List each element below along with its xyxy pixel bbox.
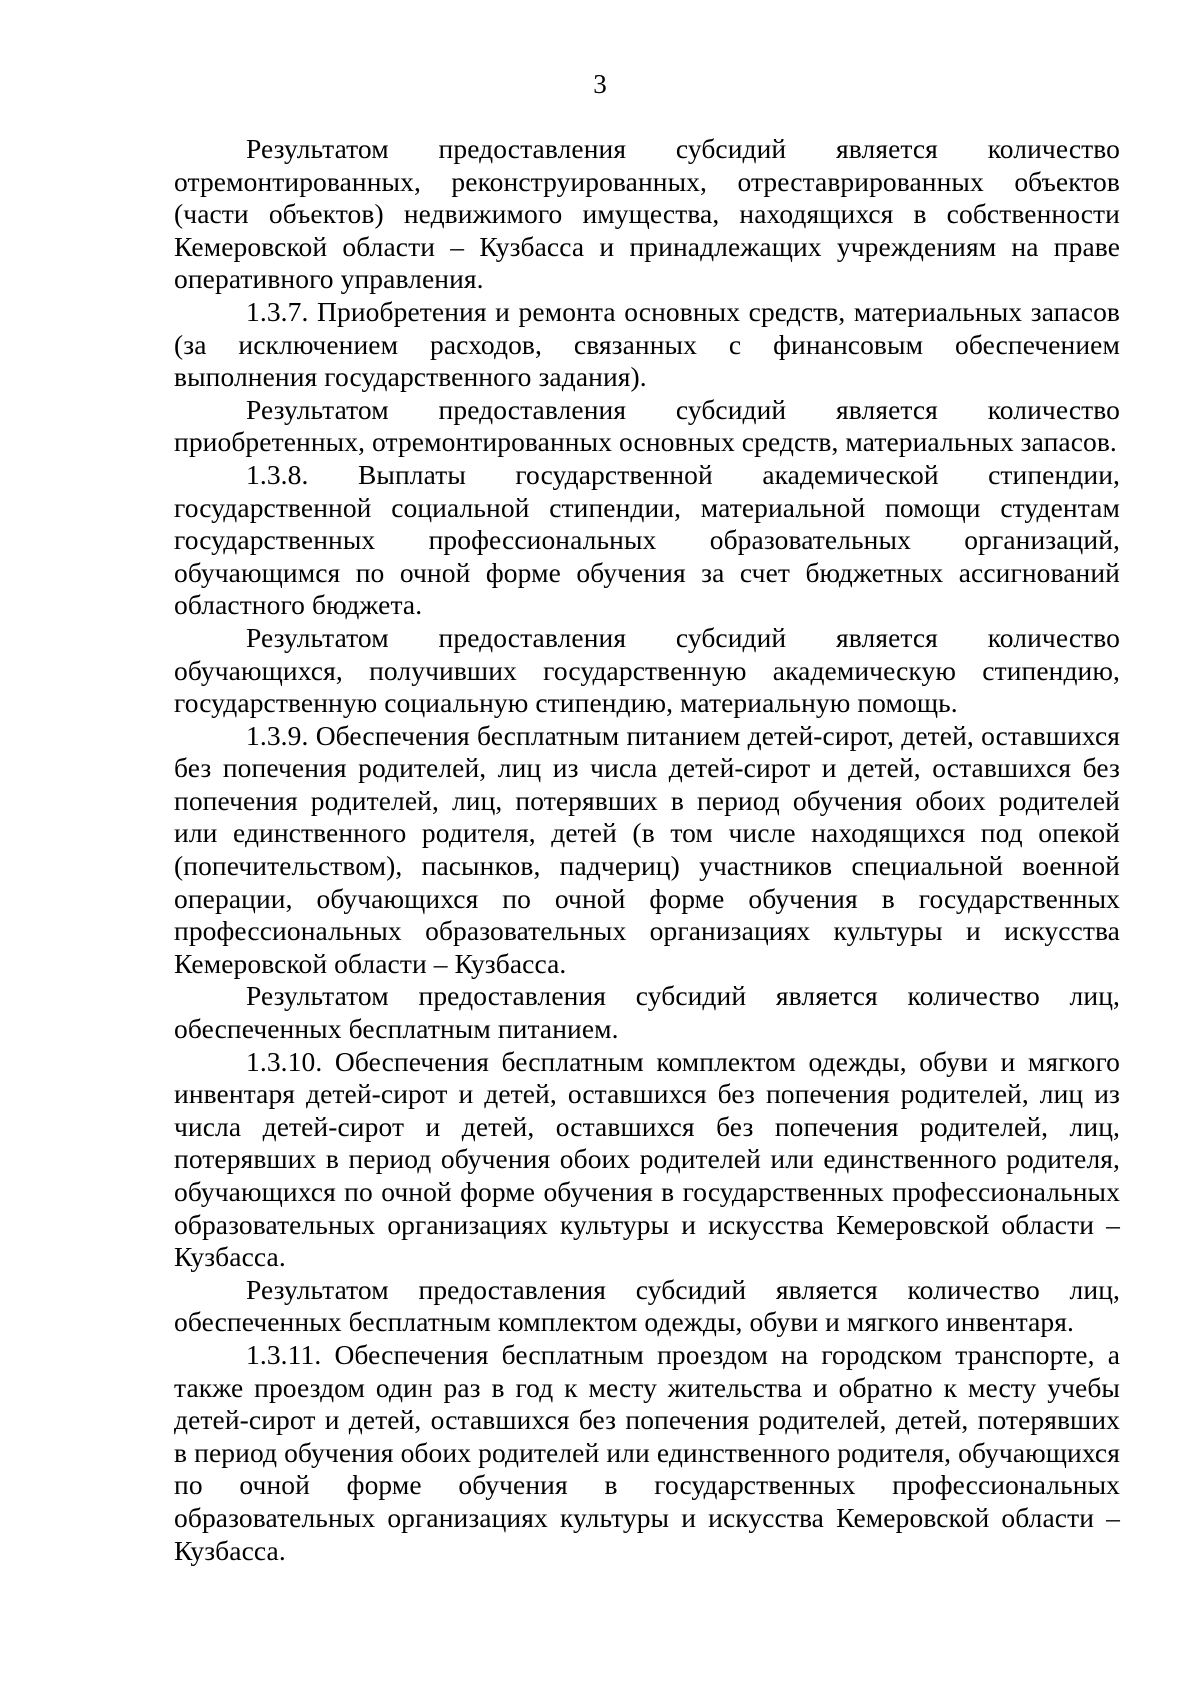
paragraph-result-scholarship: Результатом предоставления субсидий является количество обучающихся, получивших государственную академическую стипендию, государственную социальную стипендию, материальную помощь. <box>174 621 1120 719</box>
paragraph-1-3-9: 1.3.9. Обеспечения бесплатным питанием детей-сирот, детей, оставшихся без попечения родителей, лиц из числа детей-сирот и детей, оставшихся без попечения родителей, лиц, потерявших в период обучения обоих родителей или единственного родителя, детей (в том числе находящихся под опекой (попечительством), пасынков, падчериц) участников специальной военной операции, обучающихся по очной форме обучения в государственных профессиональных образовательных организациях культуры и искусства Кемеровской области – Кузбасса. <box>174 719 1120 979</box>
paragraph-result-meals: Результатом предоставления субсидий является количество лиц, обеспеченных бесплатным питанием. <box>174 980 1120 1045</box>
paragraph-1-3-10: 1.3.10. Обеспечения бесплатным комплектом одежды, обуви и мягкого инвентаря детей-сирот и детей, оставшихся без попечения родителей, лиц из числа детей-сирот и детей, оставшихся без попечения родителей, лиц, потерявших в период обучения обоих родителей или единственного родителя, обучающихся по очной форме обучения в государственных профессиональных образовательных организациях культуры и искусства Кемеровской области – Кузбасса. <box>174 1045 1120 1273</box>
paragraph-1-3-8: 1.3.8. Выплаты государственной академической стипендии, государственной социальной стипендии, материальной помощи студентам государственных профессиональных образовательных организаций, обучающимся по очной форме обучения за счет бюджетных ассигнований областного бюджета. <box>174 458 1120 621</box>
paragraph-result-fixed-assets: Результатом предоставления субсидий является количество приобретенных, отремонтированных основных средств, материальных запасов. <box>174 393 1120 458</box>
document-body <box>174 133 1120 1567</box>
paragraph-1-3-7: 1.3.7. Приобретения и ремонта основных средств, материальных запасов (за исключением расходов, связанных с финансовым обеспечением выполнения государственного задания). <box>174 295 1120 393</box>
paragraph-result-repair: Результатом предоставления субсидий является количество отремонтированных, реконструированных, отреставрированных объектов (части объектов) недвижимого имущества, находящихся в собственности Кемеровской области – Кузбасса и принадлежащих учреждениям на праве оперативного управления. <box>174 133 1120 295</box>
paragraph-result-clothing: Результатом предоставления субсидий является количество лиц, обеспеченных бесплатным комплектом одежды, обуви и мягкого инвентаря. <box>174 1273 1120 1338</box>
page-number: 3 <box>593 69 607 99</box>
paragraph-1-3-11: 1.3.11. Обеспечения бесплатным проездом на городском транспорте, а также проездом один раз в год к месту жительства и обратно к месту учебы детей-сирот и детей, оставшихся без попечения родителей, детей, потерявших в период обучения обоих родителей или единственного родителя, обучающихся по очной форме обучения в государственных профессиональных образовательных организациях культуры и искусства Кемеровской области – Кузбасса. <box>174 1338 1120 1566</box>
